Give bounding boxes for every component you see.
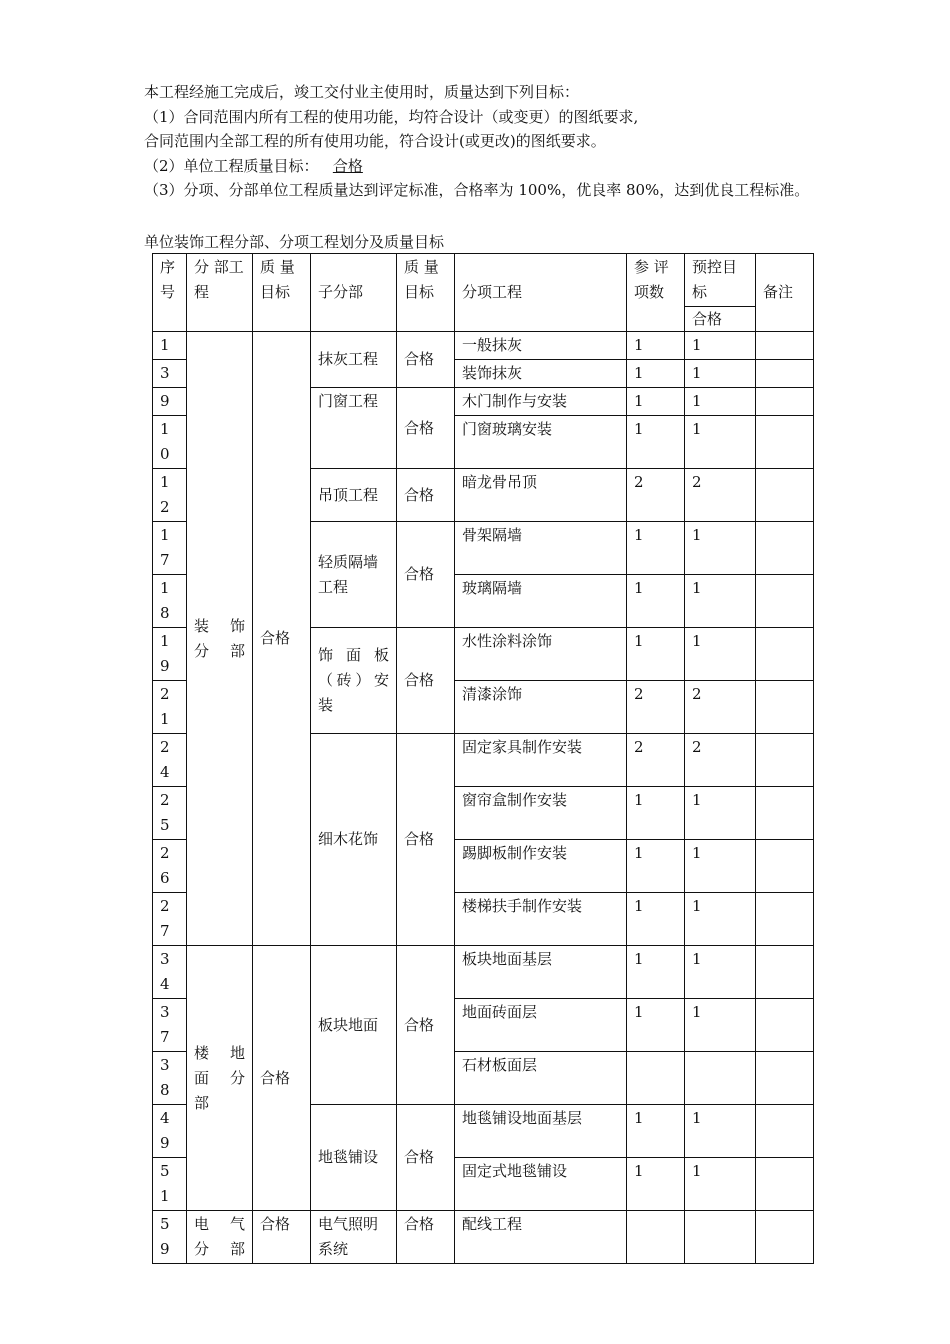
header-division-quality: 质 量 目标 <box>253 254 311 332</box>
header-target: 预控目标 <box>685 254 756 307</box>
item-cell: 木门制作与安装 <box>455 388 627 416</box>
subdivision-cell: 门窗工程 <box>311 388 397 469</box>
target-cell: 1 <box>685 360 756 388</box>
seq-cell: 24 <box>153 734 187 787</box>
note-cell <box>756 1105 814 1158</box>
target-cell: 1 <box>685 332 756 360</box>
header-division: 分 部工程 <box>187 254 253 332</box>
item-cell: 地毯铺设地面基层 <box>455 1105 627 1158</box>
item-cell: 配线工程 <box>455 1211 627 1264</box>
header-row <box>153 254 814 307</box>
count-cell: 1 <box>627 1105 685 1158</box>
subdivision-cell: 地毯铺设 <box>311 1105 397 1211</box>
count-cell: 1 <box>627 360 685 388</box>
subdivision-cell: 抹灰工程 <box>311 332 397 388</box>
table-row <box>153 332 814 360</box>
subdivision-quality-cell: 合格 <box>397 628 455 734</box>
count-cell: 2 <box>627 681 685 734</box>
seq-cell: 49 <box>153 1105 187 1158</box>
subdivision-quality-cell: 合格 <box>397 332 455 388</box>
count-cell: 2 <box>627 469 685 522</box>
header-item: 分项工程 <box>455 254 627 332</box>
count-cell: 1 <box>627 388 685 416</box>
seq-cell: 59 <box>153 1211 187 1264</box>
note-cell <box>756 734 814 787</box>
subdivision-quality-cell: 合格 <box>397 946 455 1105</box>
subdivision-quality-cell: 合格 <box>397 469 455 522</box>
division-quality-cell: 合格 <box>253 946 311 1211</box>
count-cell: 1 <box>627 999 685 1052</box>
count-cell: 1 <box>627 787 685 840</box>
target-cell: 2 <box>685 681 756 734</box>
count-cell: 1 <box>627 840 685 893</box>
item-cell: 装饰抹灰 <box>455 360 627 388</box>
target-cell: 2 <box>685 734 756 787</box>
header-subdivision: 子分部 <box>311 254 397 332</box>
target-cell: 1 <box>685 1158 756 1211</box>
count-cell: 1 <box>627 416 685 469</box>
note-cell <box>756 575 814 628</box>
target-cell: 1 <box>685 946 756 999</box>
table-row <box>153 1211 814 1264</box>
target-cell: 1 <box>685 787 756 840</box>
target-cell: 1 <box>685 628 756 681</box>
seq-cell: 51 <box>153 1158 187 1211</box>
header-note: 备注 <box>756 254 814 332</box>
subdivision-cell: 饰 面 板（砖）安装 <box>311 628 397 734</box>
header-count: 参 评 项数 <box>627 254 685 332</box>
subdivision-cell: 电气照明系统 <box>311 1211 397 1264</box>
header-subdivision-quality: 质 量 目标 <box>397 254 455 332</box>
item-cell: 一般抹灰 <box>455 332 627 360</box>
note-cell <box>756 628 814 681</box>
note-cell <box>756 416 814 469</box>
subdivision-quality-cell: 合格 <box>397 734 455 946</box>
count-cell: 1 <box>627 332 685 360</box>
seq-cell: 26 <box>153 840 187 893</box>
item-cell: 踢脚板制作安装 <box>455 840 627 893</box>
seq-cell: 17 <box>153 522 187 575</box>
seq-cell: 3 <box>153 360 187 388</box>
target-cell: 1 <box>685 999 756 1052</box>
count-cell <box>627 1052 685 1105</box>
note-cell <box>756 1211 814 1264</box>
seq-cell: 1 <box>153 332 187 360</box>
count-cell: 1 <box>627 575 685 628</box>
seq-cell: 34 <box>153 946 187 999</box>
division-quality-cell: 合格 <box>253 332 311 946</box>
note-cell <box>756 840 814 893</box>
intro-line: 合同范围内全部工程的所有使用功能，符合设计(或更改)的图纸要求。 <box>144 132 606 150</box>
seq-cell: 37 <box>153 999 187 1052</box>
intro-line: 本工程经施工完成后，竣工交付业主使用时，质量达到下列目标： <box>144 83 580 101</box>
note-cell <box>756 360 814 388</box>
item-cell: 骨架隔墙 <box>455 522 627 575</box>
subdivision-quality-cell: 合格 <box>397 522 455 628</box>
quality-target-table <box>152 253 814 1264</box>
seq-cell: 25 <box>153 787 187 840</box>
seq-cell: 21 <box>153 681 187 734</box>
note-cell <box>756 946 814 999</box>
intro-line: （3）分项、分部单位工程质量达到评定标准，合格率为 100%，优良率 80%，达到优良工程标准。 <box>144 181 810 199</box>
note-cell <box>756 893 814 946</box>
note-cell <box>756 787 814 840</box>
intro-line <box>144 154 824 179</box>
item-cell: 暗龙骨吊顶 <box>455 469 627 522</box>
subdivision-cell: 细木花饰 <box>311 734 397 946</box>
item-cell: 板块地面基层 <box>455 946 627 999</box>
subdivision-quality-cell: 合格 <box>397 1105 455 1211</box>
seq-cell: 38 <box>153 1052 187 1105</box>
seq-cell: 19 <box>153 628 187 681</box>
target-cell: 1 <box>685 575 756 628</box>
count-cell: 1 <box>627 893 685 946</box>
item-cell: 固定式地毯铺设 <box>455 1158 627 1211</box>
item-cell: 玻璃隔墙 <box>455 575 627 628</box>
item-cell: 石材板面层 <box>455 1052 627 1105</box>
seq-cell: 27 <box>153 893 187 946</box>
target-cell: 1 <box>685 1105 756 1158</box>
subdivision-cell: 吊顶工程 <box>311 469 397 522</box>
target-cell: 2 <box>685 469 756 522</box>
note-cell <box>756 1158 814 1211</box>
target-cell: 1 <box>685 840 756 893</box>
division-cell: 楼 地 面 分 部 <box>187 946 253 1211</box>
note-cell <box>756 522 814 575</box>
seq-cell: 10 <box>153 416 187 469</box>
header-target-pass: 合格 <box>685 307 756 332</box>
seq-cell: 18 <box>153 575 187 628</box>
intro-line: （1）合同范围内所有工程的使用功能，均符合设计（或变更）的图纸要求, <box>144 107 639 126</box>
item-cell: 门窗玻璃安装 <box>455 416 627 469</box>
table-caption: 单位装饰工程分部、分项工程划分及质量目标 <box>144 233 445 251</box>
intro-text <box>144 80 824 203</box>
quality-goal-label: （2）单位工程质量目标： <box>144 156 319 175</box>
item-cell: 地面砖面层 <box>455 999 627 1052</box>
subdivision-quality-cell: 合格 <box>397 388 455 469</box>
target-cell: 1 <box>685 893 756 946</box>
item-cell: 楼梯扶手制作安装 <box>455 893 627 946</box>
subdivision-quality-cell: 合格 <box>397 1211 455 1264</box>
target-cell: 1 <box>685 416 756 469</box>
target-cell <box>685 1052 756 1105</box>
target-cell <box>685 1211 756 1264</box>
item-cell: 固定家具制作安装 <box>455 734 627 787</box>
seq-cell: 9 <box>153 388 187 416</box>
note-cell <box>756 999 814 1052</box>
division-cell: 装 饰 分部 <box>187 332 253 946</box>
count-cell: 1 <box>627 1158 685 1211</box>
count-cell: 1 <box>627 946 685 999</box>
quality-goal-value: 合格 <box>332 156 363 175</box>
item-cell: 窗帘盒制作安装 <box>455 787 627 840</box>
count-cell: 1 <box>627 628 685 681</box>
seq-cell: 12 <box>153 469 187 522</box>
note-cell <box>756 681 814 734</box>
subdivision-cell: 板块地面 <box>311 946 397 1105</box>
item-cell: 水性涂料涂饰 <box>455 628 627 681</box>
division-quality-cell: 合格 <box>253 1211 311 1264</box>
note-cell <box>756 388 814 416</box>
count-cell <box>627 1211 685 1264</box>
subdivision-cell: 轻质隔墙工程 <box>311 522 397 628</box>
count-cell: 1 <box>627 522 685 575</box>
division-cell: 电 气 分部 <box>187 1211 253 1264</box>
target-cell: 1 <box>685 522 756 575</box>
note-cell <box>756 469 814 522</box>
target-cell: 1 <box>685 388 756 416</box>
header-seq: 序号 <box>153 254 187 332</box>
table-row <box>153 946 814 999</box>
note-cell <box>756 332 814 360</box>
note-cell <box>756 1052 814 1105</box>
count-cell: 2 <box>627 734 685 787</box>
item-cell: 清漆涂饰 <box>455 681 627 734</box>
